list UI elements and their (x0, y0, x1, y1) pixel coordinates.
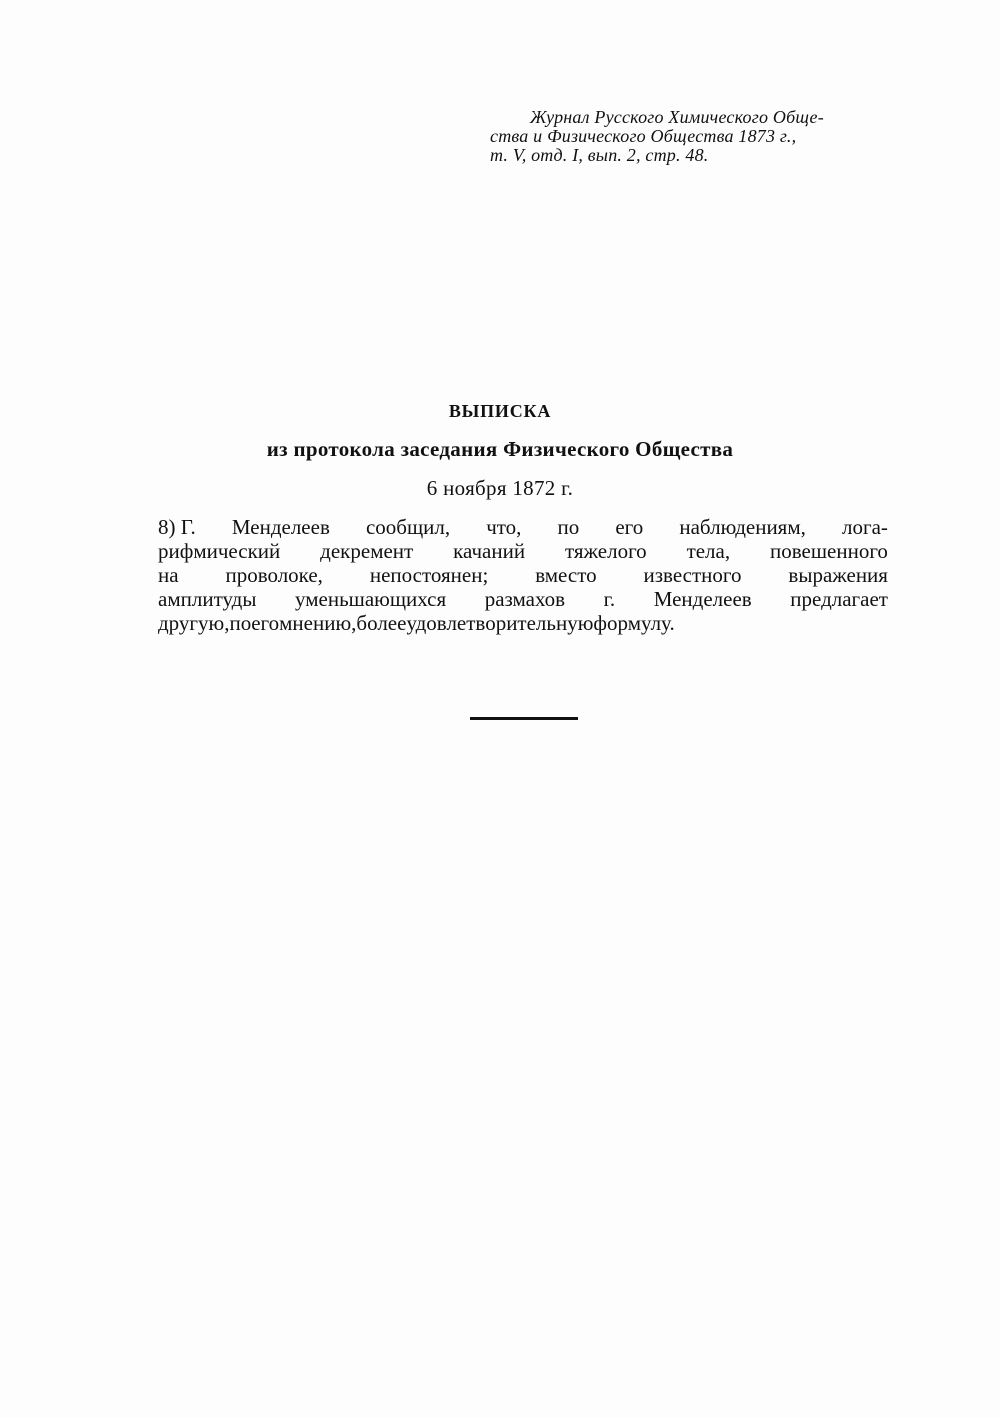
paragraph-word: непостоянен; (369, 563, 489, 587)
paragraph-word: г. (603, 587, 616, 611)
paragraph-word: лога- (841, 515, 888, 539)
paragraph-word: удовлетворительную (406, 611, 594, 635)
journal-citation (490, 108, 890, 165)
paragraph-line (158, 563, 888, 587)
document-subtitle: из протокола заседания Физического Общества (266, 437, 734, 461)
paragraph-word: проволоке, (225, 563, 323, 587)
paragraph-word: уменьшающихся (295, 587, 447, 611)
paragraph-line (158, 515, 888, 539)
paragraph-word: выражения (788, 563, 888, 587)
paragraph-word: на (158, 563, 179, 587)
paragraph-word: рифмический (158, 539, 281, 563)
paragraph-word: известного (643, 563, 742, 587)
document-title: ВЫПИСКА (448, 401, 552, 421)
paragraph-word: вместо (535, 563, 597, 587)
paragraph-word: амплитуды (158, 587, 257, 611)
paragraph-word: другую, (158, 611, 230, 635)
paragraph-word: предлагает (790, 587, 888, 611)
paragraph-word: Менделеев (231, 515, 330, 539)
paragraph-word: сообщил, (365, 515, 451, 539)
paragraph-line (158, 611, 888, 635)
paragraph-word: по (557, 515, 580, 539)
paragraph-word: более (356, 611, 407, 635)
paragraph-word: его (251, 611, 280, 635)
paragraph-word: его (615, 515, 644, 539)
paragraph-word: размахов (484, 587, 566, 611)
paragraph-word: по (229, 611, 252, 635)
paragraph-word: тяжелого (564, 539, 647, 563)
paragraph-line (158, 587, 888, 611)
paragraph-word: формулу. (593, 611, 675, 635)
citation-line: ства и Физического Общества 1873 г., (490, 126, 797, 146)
paragraph-word: повешенного (770, 539, 888, 563)
paragraph-word: качаний (453, 539, 526, 563)
citation-line: Журнал Русского Химического Обще- (530, 107, 824, 127)
paragraph-word: мнению, (279, 611, 357, 635)
paragraph-word: Менделеев (653, 587, 752, 611)
paragraph-word: 8) Г. (158, 515, 196, 539)
paragraph-word: тела, (686, 539, 731, 563)
paragraph-word: наблюдениям, (679, 515, 806, 539)
paragraph-line (158, 539, 888, 563)
paragraph-word: что, (486, 515, 522, 539)
document-date: 6 ноября 1872 г. (426, 476, 574, 500)
citation-line: т. V, отд. I, вып. 2, стр. 48. (490, 145, 709, 165)
paragraph-word: декремент (320, 539, 414, 563)
protocol-paragraph (158, 515, 888, 635)
section-divider (470, 717, 578, 720)
